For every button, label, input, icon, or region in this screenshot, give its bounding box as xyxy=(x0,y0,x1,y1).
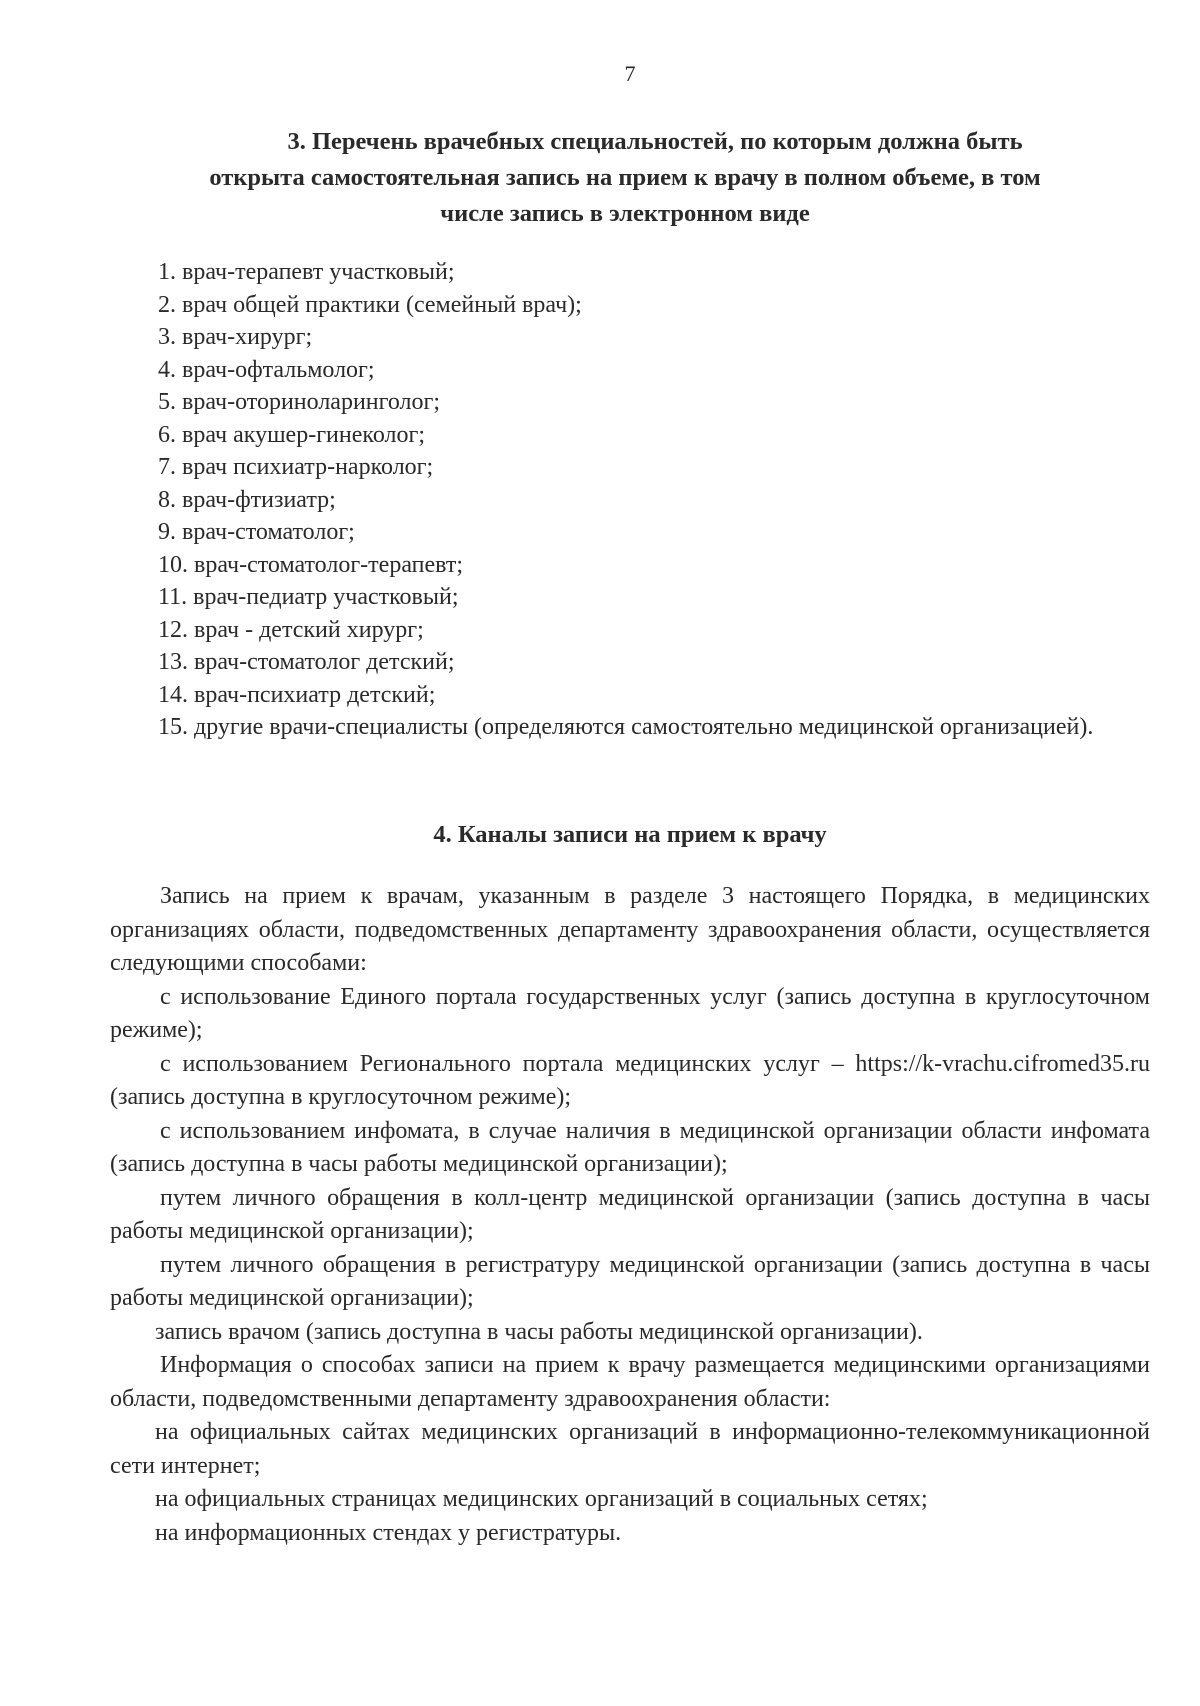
paragraph: с использованием инфомата, в случае наличия в медицинской организации области инфомата (запись доступна в часы работы медицинской организации); xyxy=(110,1117,1150,1177)
paragraph: Запись на прием к врачам, указанным в разделе 3 настоящего Порядка, в медицинских организациях области, подведомственных департаменту здравоохранения области, осуществляется следующими способами: xyxy=(110,883,1150,976)
specialties-list xyxy=(132,256,1150,744)
paragraph: путем личного обращения в регистратуру медицинской организации (запись доступна в часы работы медицинской организации); xyxy=(110,1251,1150,1311)
specialty-item: 5. врач-оториноларинголог; xyxy=(158,389,441,415)
specialty-item: 15. другие врачи-специалисты (определяются самостоятельно медицинской организацией). xyxy=(158,714,1094,740)
specialty-item: 11. врач-педиатр участковый; xyxy=(158,584,459,610)
specialty-item: 12. врач - детский хирург; xyxy=(158,616,424,643)
paragraph: с использование Единого портала государственных услуг (запись доступна в круглосуточном режиме); xyxy=(110,983,1150,1043)
specialty-item: 3. врач-хирург; xyxy=(158,324,313,350)
specialty-item: 1. врач-терапевт участковый; xyxy=(158,259,455,285)
section-4-body xyxy=(110,880,1150,1550)
specialty-item: 9. врач-стоматолог; xyxy=(158,519,355,545)
paragraph: запись врачом (запись доступна в часы работы медицинской организации). xyxy=(155,1318,923,1345)
paragraph: с использованием Регионального портала медицинских услуг – https://k-vrachu.cifromed35.ru (запись доступна в круглосуточном режиме); xyxy=(110,1050,1150,1110)
section-4-heading: 4. Каналы записи на прием к врачу xyxy=(433,821,827,848)
specialty-item: 14. врач-психиатр детский; xyxy=(158,681,436,708)
section-3-heading-line: 3. Перечень врачебных специальностей, по которым должна быть xyxy=(287,128,1023,155)
section-3-heading xyxy=(130,124,1120,232)
section-3-heading-line: числе запись в электронном виде xyxy=(440,200,810,227)
section-3-heading-line: открыта самостоятельная запись на прием к врачу в полном объеме, в том xyxy=(209,164,1041,191)
specialty-item: 4. врач-офтальмолог; xyxy=(158,356,375,383)
specialty-item: 7. врач психиатр-нарколог; xyxy=(158,454,434,480)
paragraph: путем личного обращения в колл-центр медицинской организации (запись доступна в часы работы медицинской организации); xyxy=(110,1184,1150,1244)
specialty-item: 6. врач акушер-гинеколог; xyxy=(158,421,425,448)
paragraph: на информационных стендах у регистратуры. xyxy=(155,1519,622,1546)
page-number: 7 xyxy=(624,61,636,86)
specialty-item: 10. врач-стоматолог-терапевт; xyxy=(158,551,464,578)
paragraph: Информация о способах записи на прием к врачу размещается медицинскими организациями области, подведомственными департаменту здравоохранения области: xyxy=(110,1352,1150,1412)
specialty-item: 13. врач-стоматолог детский; xyxy=(158,649,455,675)
specialty-item: 8. врач-фтизиатр; xyxy=(158,486,336,513)
paragraph: на официальных сайтах медицинских организаций в информационно-телекоммуникационной сети интернет; xyxy=(110,1419,1150,1479)
paragraph: на официальных страницах медицинских организаций в социальных сетях; xyxy=(155,1486,928,1512)
specialty-item: 2. врач общей практики (семейный врач); xyxy=(158,291,582,318)
